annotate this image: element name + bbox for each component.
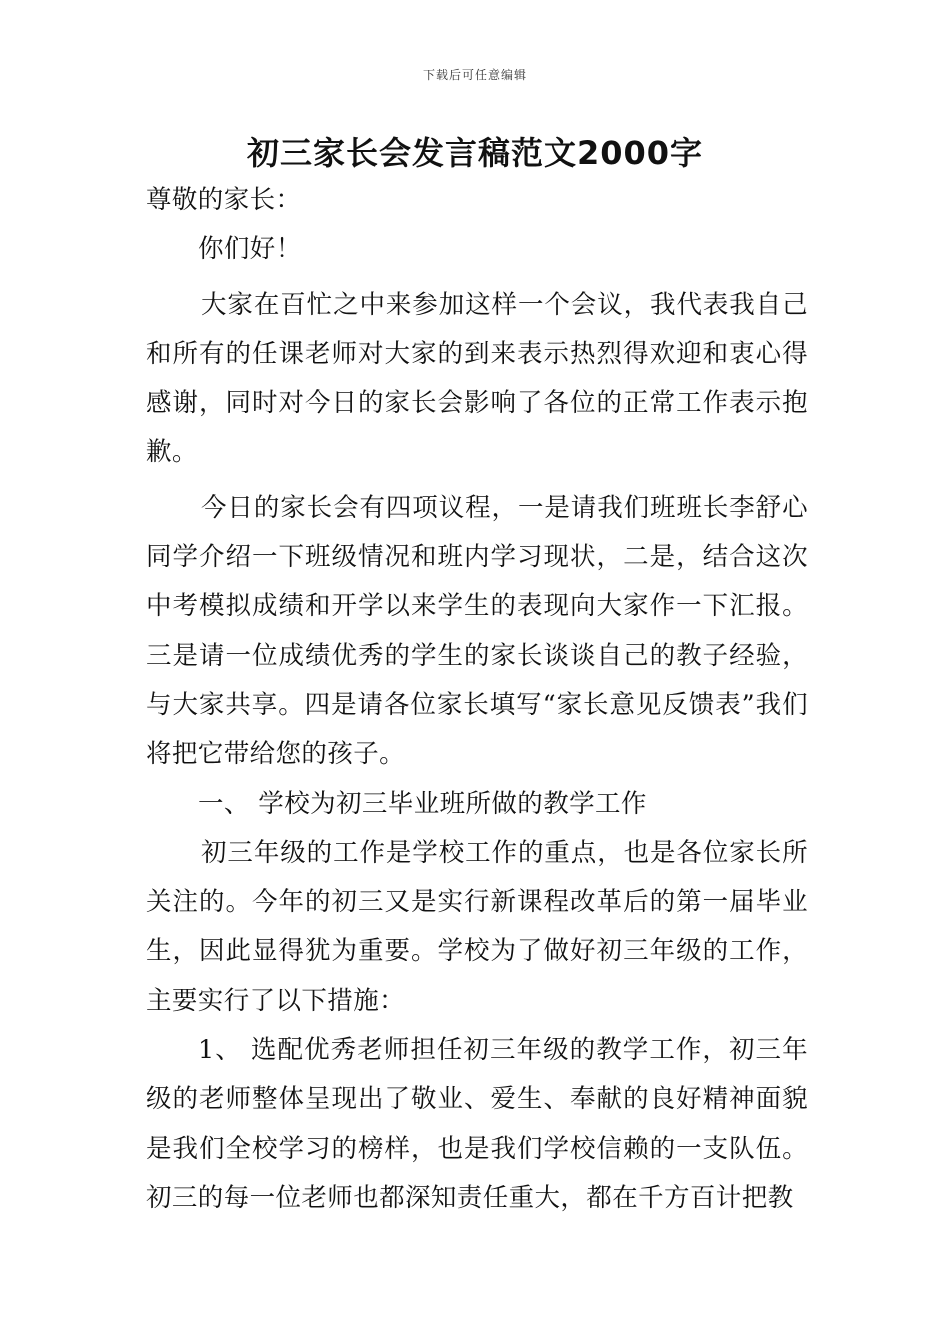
document-body bbox=[146, 176, 808, 1223]
section-1-heading: 一、 学校为初三毕业班所做的教学工作 bbox=[198, 788, 647, 819]
document-title: 初三家长会发言稿范文2000字 bbox=[246, 134, 704, 172]
paragraph-4: 1、 选配优秀老师担任初三年级的教学工作，初三年级的老师整体呈现出了敬业、爱生、奉献的良好精神面貌是我们全校学习的榜样，也是我们学校信赖的一支队伍。初三的每一位老师也都深知责任重大，都在千方百计把教 bbox=[146, 1035, 808, 1213]
salutation: 尊敬的家长： bbox=[146, 185, 302, 215]
greeting: 你们好！ bbox=[198, 234, 302, 265]
paragraph-3: 初三年级的工作是学校工作的重点，也是各位家长所关注的。今年的初三又是实行新课程改革后的第一届毕业生，因此显得犹为重要。学校为了做好初三年级的工作，主要实行了以下措施： bbox=[146, 837, 808, 1016]
paragraph-2: 今日的家长会有四项议程，一是请我们班班长李舒心同学介绍一下班级情况和班内学习现状，二是，结合这次中考模拟成绩和开学以来学生的表现向大家作一下汇报。三是请一位成绩优秀的学生的家长谈谈自己的教子经验，与大家共享。四是请各位家长填写“家长意见反馈表”我们将把它带给您的孩子。 bbox=[146, 492, 808, 770]
paragraph-1: 大家在百忙之中来参加这样一个会议，我代表我自己和所有的任课老师对大家的到来表示热烈得欢迎和衷心得感谢，同时对今日的家长会影响了各位的正常工作表示抱歉。 bbox=[146, 289, 808, 468]
header-note: 下载后可任意编辑 bbox=[422, 68, 527, 82]
